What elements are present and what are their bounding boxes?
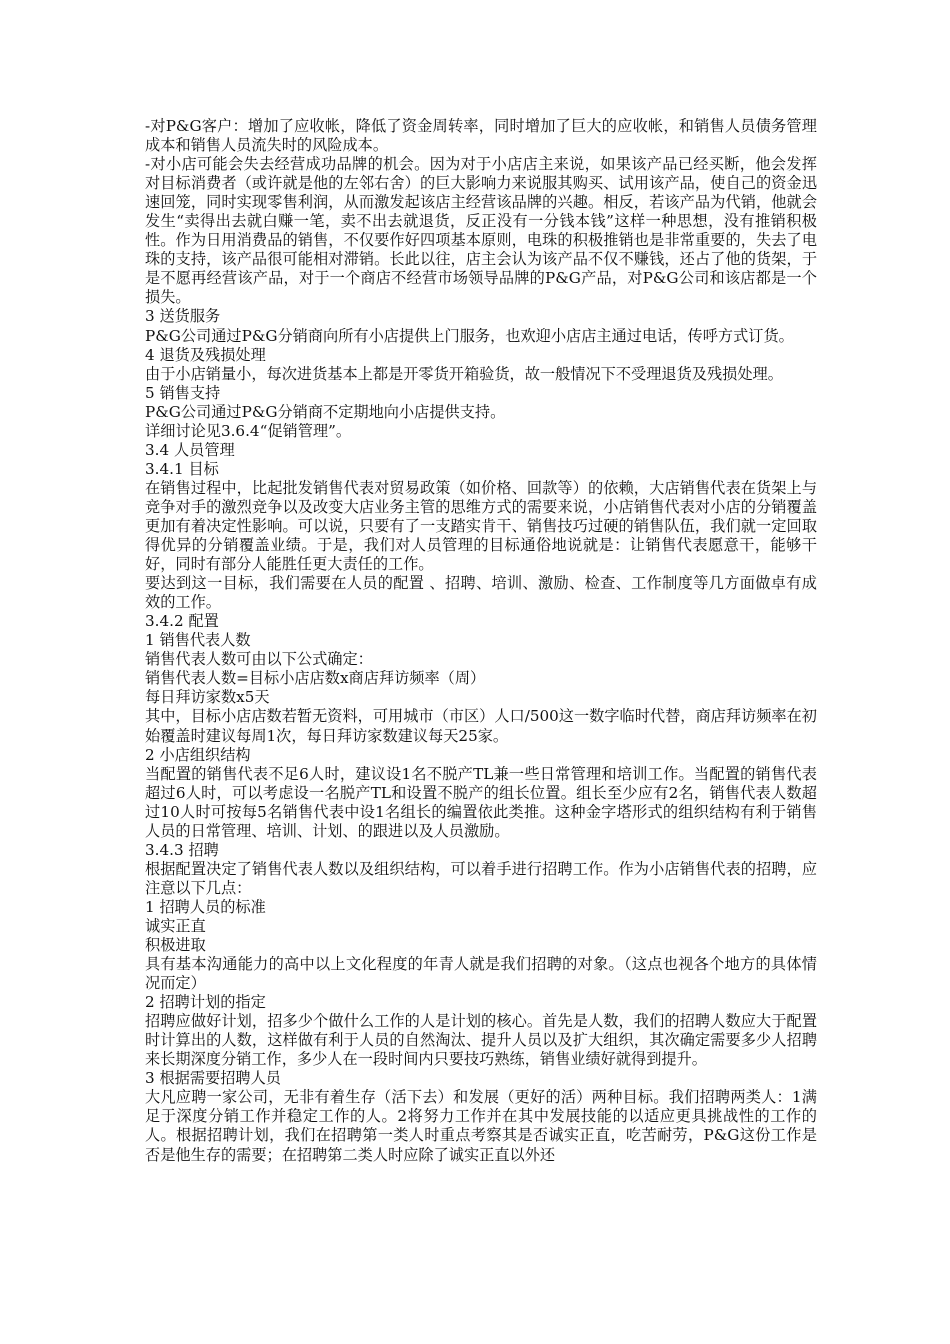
paragraph-delivery-service: P&G公司通过P&G分销商向所有小店提供上门服务，也欢迎小店店主通过电话，传呼方式订货。 xyxy=(145,326,794,345)
heading-org-structure: 2 小店组织结构 xyxy=(145,745,251,764)
paragraph-goals-approach: 要达到这一目标，我们需要在人员的配置 、招聘、培训、激励、检查、工作制度等几方面做卓有成效的工作。 xyxy=(145,574,817,612)
paragraph-pg-customer-risk: -对P&G客户：增加了应收帐，降低了资金周转率，同时增加了巨大的应收帐，和销售人员债务管理成本和销售人员流失时的风险成本。 xyxy=(145,117,817,155)
paragraph-goals: 在销售过程中，比起批发销售代表对贸易政策（如价格、回款等）的依赖，大店销售代表在货架上与竞争对手的激烈竞争以及改变大店业务主管的思维方式的需要来说，小店销售代表对小店的分销覆盖更加有着决定性影响。可以说，只要有了一支踏实肯干、销售技巧过硬的销售队伍，我们就一定回取得优异的分销覆盖业绩。于是，我们对人员管理的目标通俗地说就是：让销售代表愿意干，能够干好，同时有部分人能胜任更大责任的工作。 xyxy=(145,478,817,574)
paragraph-recruit-plan: 招聘应做好计划，招多少个做什么工作的人是计划的核心。首先是人数，我们的招聘人数应大于配置时计算出的人数，这样做有利于人员的自然淘汰、提升人员以及扩大组织，其次确定需要多少人招聘来长期深度分销工作，多少人在一段时间内只要技巧熟练，销售业绩好就得到提升。 xyxy=(145,1012,817,1069)
paragraph-small-store-risk: -对小店可能会失去经营成功品牌的机会。因为对于小店店主来说，如果该产品已经买断，他会发挥对目标消费者（或许就是他的左邻右舍）的巨大影响力来说服其购买、试用该产品，使自己的资金迅速回笼，同时实现零售利润，从而激发起该店主经营该品牌的兴趣。相反，若该产品为代销，他就会发生“卖得出去就白赚一笔，卖不出去就退货，反正没有一分钱本钱”这样一种思想，没有推销积极性。作为日用消费品的销售，不仅要作好四项基本原则，电珠的积极推销也是非常重要的，失去了电珠的支持，该产品很可能相对滞销。长此以往，店主会认为该产品不仅不赚钱，还占了他的货架，于是不愿再经营该产品，对于一个商店不经营市场领导品牌的P&G产品，对P&G公司和该店都是一个损失。 xyxy=(145,155,817,307)
heading-returns-damage: 4 退货及残损处理 xyxy=(145,345,266,364)
heading-sales-support: 5 销售支持 xyxy=(145,383,221,402)
list-item-honest: 诚实正直 xyxy=(145,916,206,935)
heading-rep-count: 1 销售代表人数 xyxy=(145,631,251,650)
paragraph-formula-intro: 销售代表人数可由以下公式确定： xyxy=(145,650,373,669)
heading-personnel-management: 3.4 人员管理 xyxy=(145,440,235,459)
heading-allocation: 3.4.2 配置 xyxy=(145,612,219,631)
paragraph-formula-notes: 其中，目标小店店数若暂无资料，可用城市（市区）人口/500这一数字临时代替，商店拜访频率在初始覆盖时建议每周1次，每日拜访家数建议每天25家。 xyxy=(145,707,817,745)
paragraph-sales-support: P&G公司通过P&G分销商不定期地向小店提供支持。 xyxy=(145,402,506,421)
formula-numerator: 销售代表人数=目标小店店数x商店拜访频率（周） xyxy=(145,669,486,688)
paragraph-returns-damage: 由于小店销量小，每次进货基本上都是开零货开箱验货，故一般情况下不受理退货及残损处理。 xyxy=(145,364,783,383)
heading-recruit-standard: 1 招聘人员的标准 xyxy=(145,897,266,916)
list-item-proactive: 积极进取 xyxy=(145,936,206,955)
heading-recruit-plan: 2 招聘计划的指定 xyxy=(145,993,266,1012)
heading-goals: 3.4.1 目标 xyxy=(145,459,219,478)
heading-delivery-service: 3 送货服务 xyxy=(145,307,221,326)
paragraph-promotion-reference: 详细讨论见3.6.4“促销管理”。 xyxy=(145,421,352,440)
heading-recruit-by-need: 3 根据需要招聘人员 xyxy=(145,1069,281,1088)
formula-denominator: 每日拜访家数x5天 xyxy=(145,688,270,707)
heading-recruitment: 3.4.3 招聘 xyxy=(145,840,219,859)
paragraph-org-structure: 当配置的销售代表不足6人时，建议设1名不脱产TL兼一些日常管理和培训工作。当配置的销售代表超过6人时，可以考虑设一名脱产TL和设置不脱产的组长位置。组长至少应有2名，销售代表人数超过10人时可按每5名销售代表中设1名组长的编置依此类推。这种金字塔形式的组织结构有利于销售人员的日常管理、培训、计划、的跟进以及人员激励。 xyxy=(145,764,817,840)
paragraph-recruitment-intro: 根据配置决定了销售代表人数以及组织结构，可以着手进行招聘工作。作为小店销售代表的招聘，应注意以下几点： xyxy=(145,859,817,897)
document-page xyxy=(145,117,817,1165)
paragraph-recruit-by-need: 大凡应聘一家公司，无非有着生存（活下去）和发展（更好的活）两种目标。我们招聘两类人：1满足于深度分销工作并稳定工作的人。2将努力工作并在其中发展技能的以适应更具挑战性的工作的人。根据招聘计划，我们在招聘第一类人时重点考察其是否诚实正直，吃苦耐劳，P&G这份工作是否是他生存的需要；在招聘第二类人时应除了诚实正直以外还 xyxy=(145,1088,817,1164)
paragraph-recruit-target: 具有基本沟通能力的高中以上文化程度的年青人就是我们招聘的对象。（这点也视各个地方的具体情况而定） xyxy=(145,955,817,993)
